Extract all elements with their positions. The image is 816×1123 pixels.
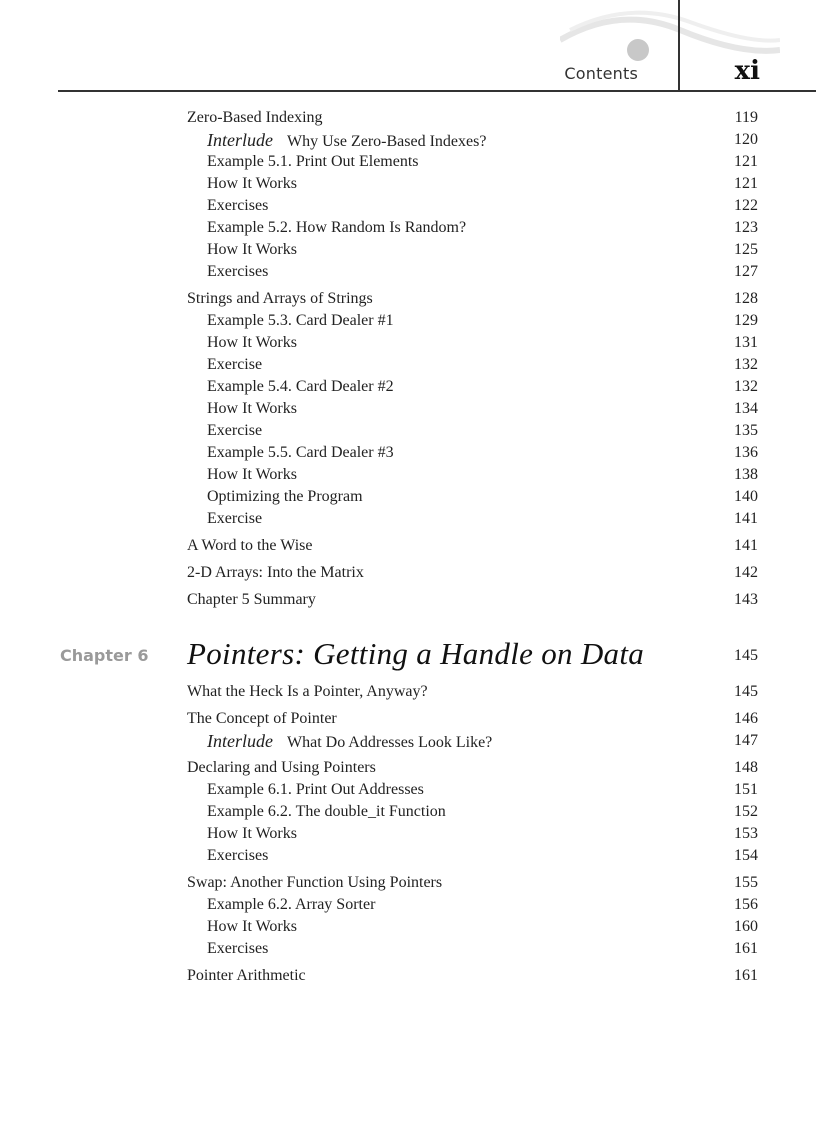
- toc-entry-title: How It Works: [207, 334, 297, 351]
- toc-entry: [207, 173, 758, 195]
- toc-entry-page: 152: [734, 803, 758, 820]
- toc-entry-page: 155: [734, 874, 758, 891]
- toc-entry-page: 154: [734, 847, 758, 864]
- toc-entry-title: 2-D Arrays: Into the Matrix: [187, 564, 364, 581]
- toc-entry-title: Strings and Arrays of Strings: [187, 290, 373, 307]
- toc-entry-title: Example 5.5. Card Dealer #3: [207, 444, 394, 461]
- toc-entry-page: 132: [734, 356, 758, 373]
- toc-entry: [207, 420, 758, 442]
- toc-entry-title: A Word to the Wise: [187, 537, 313, 554]
- toc-entry-page: 146: [734, 710, 758, 727]
- toc-entry-zero-based-indexing: [187, 107, 758, 129]
- toc-entry-page: 125: [734, 241, 758, 258]
- toc-entry-interlude: [207, 730, 758, 752]
- toc-entry-title: Zero-Based Indexing: [187, 109, 323, 126]
- toc-entry: [207, 779, 758, 801]
- toc-entry: [207, 894, 758, 916]
- toc-entry: [207, 845, 758, 867]
- toc-entry-page: 123: [734, 219, 758, 236]
- toc-entry-title: The Concept of Pointer: [187, 710, 337, 727]
- toc-entry-title: Swap: Another Function Using Pointers: [187, 874, 443, 891]
- toc-entry: [207, 398, 758, 420]
- toc-entry-title: Example 6.1. Print Out Addresses: [207, 781, 424, 798]
- toc-entry-page: 147: [734, 732, 758, 749]
- toc-entry: [187, 562, 758, 584]
- toc-entry: [207, 151, 758, 173]
- toc-entry: [207, 310, 758, 332]
- toc-entry: [187, 535, 758, 557]
- toc-entry-page: 161: [734, 940, 758, 957]
- toc-entry: [207, 332, 758, 354]
- toc-entry-page: 121: [734, 175, 758, 192]
- toc-entry-title: Optimizing the Program: [207, 488, 363, 505]
- toc-entry-page: 122: [734, 197, 758, 214]
- toc-entry-title: What Do Addresses Look Like?: [286, 734, 493, 751]
- toc-entry-title: How It Works: [207, 466, 297, 483]
- header-rule: [58, 90, 816, 92]
- toc-entry-page: 141: [734, 537, 758, 554]
- toc-entry-page: 141: [734, 510, 758, 527]
- chapter-page: 145: [734, 647, 758, 664]
- toc-entry-title: Example 5.4. Card Dealer #2: [207, 378, 394, 395]
- toc-entry-title: Example 6.2. Array Sorter: [207, 896, 376, 913]
- page-number: xi: [734, 56, 760, 86]
- toc-entry-strings-arrays: [187, 288, 758, 310]
- toc-entry: [187, 681, 758, 703]
- toc-entry-page: 121: [734, 153, 758, 170]
- running-head: Contents: [564, 64, 638, 83]
- interlude-label: Interlude: [207, 130, 273, 150]
- toc-entry-title: How It Works: [207, 400, 297, 417]
- toc-entry-title: How It Works: [207, 175, 297, 192]
- toc-entry-title: Example 5.1. Print Out Elements: [207, 153, 419, 170]
- toc-entry-title: How It Works: [207, 918, 297, 935]
- toc-entry: [187, 757, 758, 779]
- toc-entry: [207, 938, 758, 960]
- toc-entry-page: 153: [734, 825, 758, 842]
- toc-entry-page: 161: [734, 967, 758, 984]
- toc-entry-title: Example 5.2. How Random Is Random?: [207, 219, 467, 236]
- toc-entry-page: 151: [734, 781, 758, 798]
- toc-entry-title: Exercise: [207, 422, 263, 439]
- toc-entry: [207, 486, 758, 508]
- toc-entry-page: 148: [734, 759, 758, 776]
- toc-entry-page: 156: [734, 896, 758, 913]
- toc-entry-page: 140: [734, 488, 758, 505]
- toc-entry: [207, 217, 758, 239]
- toc-entry-interlude: [207, 129, 758, 151]
- toc-entry: [207, 464, 758, 486]
- toc-entry-title: Declaring and Using Pointers: [187, 759, 376, 776]
- toc-entry-page: 119: [734, 109, 758, 126]
- toc-entry-page: 132: [734, 378, 758, 395]
- toc-entry-title: Why Use Zero-Based Indexes?: [286, 133, 487, 150]
- toc-entry: [187, 589, 758, 611]
- toc-entry-page: 127: [734, 263, 758, 280]
- toc-entry: [207, 239, 758, 261]
- toc-entry-title: Chapter 5 Summary: [187, 591, 316, 608]
- toc-entry-title: Exercises: [207, 263, 269, 280]
- toc-entry-page: 142: [734, 564, 758, 581]
- toc-entry-title: Exercise: [207, 510, 263, 527]
- toc-entry-page: 160: [734, 918, 758, 935]
- toc-entry: [207, 195, 758, 217]
- toc-entry: [207, 261, 758, 283]
- toc-entry-title: Exercise: [207, 356, 263, 373]
- toc-entry-title: How It Works: [207, 241, 297, 258]
- toc-entry-page: 135: [734, 422, 758, 439]
- interlude-label: Interlude: [207, 731, 273, 751]
- toc-entry-page: 129: [734, 312, 758, 329]
- toc-entry: [207, 442, 758, 464]
- toc-entry-page: 131: [734, 334, 758, 351]
- toc-entry-page: 143: [734, 591, 758, 608]
- toc-entry-page: 128: [734, 290, 758, 307]
- chapter-label: Chapter 6: [60, 646, 149, 665]
- toc-entry-page: 120: [734, 131, 758, 148]
- toc-entry-title: How It Works: [207, 825, 297, 842]
- toc-entry: [207, 508, 758, 530]
- toc-entry: [207, 376, 758, 398]
- toc-entry: [187, 872, 758, 894]
- toc-entry-title: Exercises: [207, 847, 269, 864]
- toc-entry: [207, 916, 758, 938]
- toc-entry: [207, 354, 758, 376]
- toc-entry-page: 145: [734, 683, 758, 700]
- toc-entry: [187, 965, 758, 987]
- toc-entry-title: Exercises: [207, 197, 269, 214]
- toc-entry-page: 138: [734, 466, 758, 483]
- toc-entry: [207, 801, 758, 823]
- toc-entry-page: 134: [734, 400, 758, 417]
- toc-entry-title: Example 6.2. The double_it Function: [207, 803, 446, 820]
- toc-entry-title: Pointer Arithmetic: [187, 967, 306, 984]
- toc-entry-title: What the Heck Is a Pointer, Anyway?: [187, 683, 428, 700]
- toc-entry-page: 136: [734, 444, 758, 461]
- chapter-title: Pointers: Getting a Handle on Data: [187, 636, 645, 671]
- toc-entry: [207, 823, 758, 845]
- toc-entry: [187, 708, 758, 730]
- toc-entry-title: Example 5.3. Card Dealer #1: [207, 312, 394, 329]
- header-divider-vertical: [678, 0, 680, 92]
- toc-entry-title: Exercises: [207, 940, 269, 957]
